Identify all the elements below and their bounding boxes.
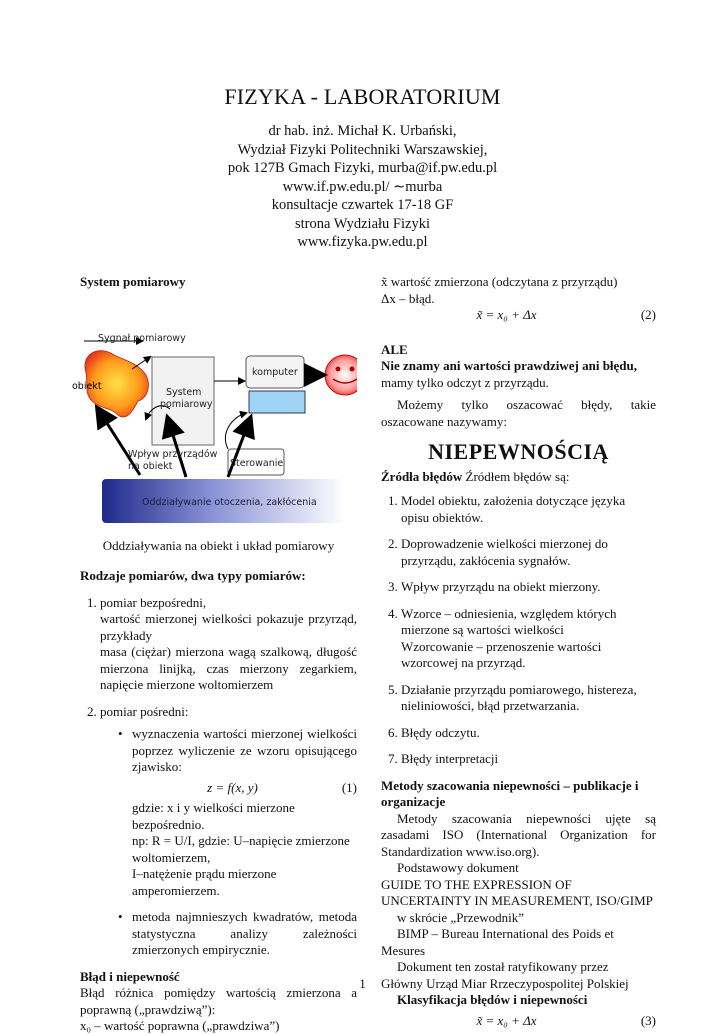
faculty-link[interactable]: www.fizyka.pw.edu.pl (297, 234, 428, 250)
right-column (381, 274, 656, 1029)
homepage-link[interactable]: www.if.pw.edu.pl/ ∼murba (282, 178, 443, 195)
environment-label: Oddziaływanie otoczenia, zakłócenia (142, 496, 317, 508)
error-text: Błąd różnica pomiędzy wartością zmierzona a poprawną („prawdziwą”): (80, 985, 357, 1017)
list-item (401, 725, 656, 742)
uncertainty-heading: NIEPEWNOŚCIĄ (428, 439, 609, 464)
source-extra-text: Wzorcowanie – przenoszenie wartości wzorcowej na przyrząd. (401, 638, 602, 670)
equation-3 (381, 1013, 656, 1030)
list-item (118, 909, 357, 959)
source-text: Błędy odczytu. (401, 724, 480, 740)
list-item (401, 536, 656, 569)
measurement-system-diagram (72, 309, 357, 524)
sources-intro (381, 469, 656, 486)
source-text: Błędy interpretacji (401, 751, 499, 766)
item1-line: wartość mierzonej wielkości pokazuje przyrząd, przykłady (100, 611, 357, 643)
xtilde-line: x̃ wartość zmierzona (odczytana z przyrządu) (381, 274, 618, 289)
control-label: Sterowanie (230, 457, 284, 469)
object-label: obiekt (72, 380, 102, 392)
equation-1-body: z = f(x, y) (207, 779, 258, 795)
list-item (401, 682, 656, 715)
bullet1-after-line: gdzie: x i y wielkości mierzone bezpośrednio. (132, 800, 295, 832)
author-line: dr hab. inż. Michał K. Urbański, (268, 123, 457, 139)
list-item (401, 493, 656, 526)
document-title: FIZYKA - LABORATORIUM (224, 84, 501, 109)
consultation-line: konsultacje czwartek 17-18 GF (271, 197, 454, 213)
methods-heading: Metody szacowania niepewności – publikacje i organizacje (381, 777, 639, 809)
methods-text: Metody szacowania niepewności ujęte są zasadami ISO (International Organization for Standardization www.iso.org). (381, 810, 656, 859)
source-text: 4. Wzorce – odniesienia, względem których mierzone są wartości wielkości (401, 605, 617, 637)
bullet1-after-line: np: R = U/I, gdzie: U–napięcie zmierzone woltomierzem, (132, 833, 350, 865)
x0-line: x₀ – wartość poprawna („prawdziwa”) (80, 1018, 280, 1033)
author-block (0, 122, 725, 252)
error-heading: Błąd i niepewność (80, 968, 180, 984)
office-email-line: pok 127B Gmach Fizyki, murba@if.pw.edu.pl (227, 160, 498, 176)
list-item (401, 751, 656, 768)
ale-bold-line: Nie znamy ani wartości prawdziwej ani błędu, (381, 358, 638, 373)
system-label-line2: pomiarowy (160, 398, 213, 410)
figure-caption: Oddziaływania na obiekt i układ pomiarowy (102, 537, 335, 553)
left-column (72, 274, 357, 1035)
estimate-text: Możemy tylko oszacować błędy, takie oszacowane nazywamy: (381, 397, 656, 429)
source-text: Wpływ przyrządu na obiekt mierzony. (401, 579, 601, 594)
classification-heading: Klasyfikacja błędów i niepewności (397, 992, 588, 1007)
list-item (401, 579, 656, 596)
source-text: Model obiektu, założenia dotyczące języka opisu obiektów. (401, 493, 626, 525)
list-item (401, 606, 656, 672)
dx-line: Δx – błąd. (381, 290, 435, 306)
equation-3-body: x̃ = x₀ + Δx (476, 1012, 537, 1028)
ale-rest-line: mamy tylko odczyt z przyrządu. (381, 374, 549, 390)
sources-intro-text: Źródłem błędów są: (462, 468, 570, 484)
faculty-page-line: strona Wydziału Fizyki (295, 215, 430, 232)
bullet1-after-line: I–natężenie prądu mierzone amperomierzem. (132, 866, 277, 898)
influence-label-line2: na obiekt (128, 460, 173, 472)
short-name-line: w skrócie „Przewodnik” (397, 909, 525, 925)
equation-2-body: x̃ = x₀ + Δx (476, 307, 537, 322)
page-number: 1 (359, 976, 366, 991)
measurement-types-list (80, 595, 357, 959)
face-icon (325, 355, 357, 395)
indirect-methods-list (100, 726, 357, 959)
basic-doc-line: Podstawowy dokument (397, 860, 519, 875)
item1-line: masa (ciężar) mierzona wagą szalkową, długość mierzona linijką, czas mierzony zegarkiem, napięcie mierzone woltomierzem (100, 644, 357, 692)
equation-2-number: (2) (640, 307, 656, 322)
source-text: Działanie przyrządu pomiarowego, histereza, nieliniowości, błąd przetwarzania. (401, 681, 637, 713)
computer-screen (249, 391, 305, 413)
types-heading: Rodzaje pomiarów, dwa typy pomiarów: (80, 568, 306, 583)
influence-label-line1: Wpływ przyrządów (128, 448, 218, 460)
affiliation-line: Wydział Fizyki Politechniki Warszawskiej, (237, 141, 488, 158)
ratified-line: Dokument ten został ratyfikowany przez (397, 959, 609, 974)
guide-line: GUIDE TO THE EXPRESSION OF UNCERTAINTY IN MEASUREMENT, ISO/GIMP (381, 876, 653, 908)
sources-heading: Źródła błędów (381, 468, 463, 484)
system-heading: System pomiarowy (80, 274, 186, 289)
item1-line: 1. pomiar bezpośredni, (100, 594, 207, 610)
equation-1 (132, 780, 357, 797)
equation-3-number: (3) (640, 1012, 656, 1028)
signal-label: Sygnał pomiarowy (98, 332, 186, 344)
bullet1-text: • wyznaczenia wartości mierzonej wielkości poprzez wyliczenie ze wzoru opisującego zjawisko: (132, 726, 357, 774)
error-sources-list (381, 493, 656, 768)
ale-heading: ALE (381, 341, 408, 357)
list-item (100, 704, 357, 959)
list-item (100, 595, 357, 694)
gum-line: Główny Urząd Miar Rrzeczypospolitej Polskiej (381, 975, 629, 991)
list-item (118, 726, 357, 899)
equation-1-number: (1) (341, 779, 357, 795)
system-label-line1: System (166, 386, 202, 398)
item2-text: 2. pomiar pośredni: (100, 703, 189, 719)
equation-2 (381, 307, 656, 324)
bimp-line: BIMP – Bureau International des Poids et Mesures (381, 926, 614, 958)
computer-label: komputer (252, 366, 298, 378)
bullet2-text: • metoda najmnieszych kwadratów, metoda statystyczna analizy zależności zmierzonych empirycznie. (132, 909, 357, 957)
source-text: Doprowadzenie wielkości mierzonej do przyrządu, zakłócenia sygnałów. (401, 536, 608, 568)
